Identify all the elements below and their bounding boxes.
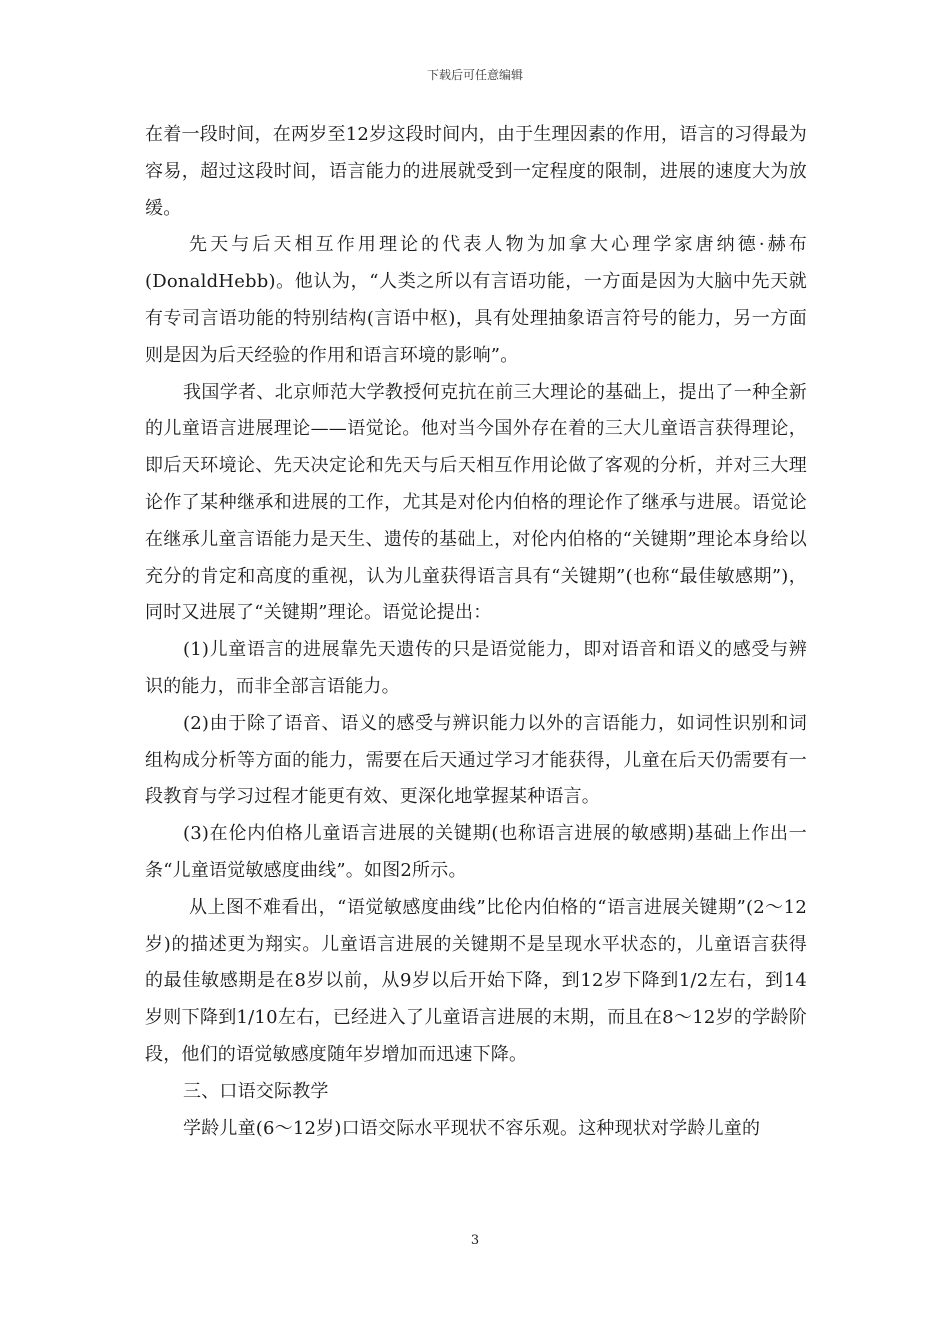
paragraph-curve-analysis: 从上图不难看出，“语觉敏感度曲线”比伦内伯格的“语言进展关键期”(2～12岁)的描述更为翔实。儿童语言进展的关键期不是呈现水平状态的，儿童语言获得的最佳敏感期是在8岁以前，从9岁以后开始下降，到12岁下降到1/2左右，到14岁则下降到1/10左右，已经进入了儿童语言进展的末期，而且在8～12岁的学龄阶段，他们的语觉敏感度随年岁增加而迅速下降。 bbox=[145, 896, 807, 1065]
list-item-3: (3)在伦内伯格儿童语言进展的关键期(也称语言进展的敏感期)基础上作出一条“儿童语觉敏感度曲线”。如图2所示。 bbox=[145, 823, 807, 881]
paragraph-oral-communication: 学龄儿童(6～12岁)口语交际水平现状不容乐观。这种现状对学龄儿童的 bbox=[183, 1117, 761, 1139]
document-body bbox=[145, 117, 807, 1147]
list-item-1: (1)儿童语言的进展靠先天遗传的只是语觉能力，即对语音和语义的感受与辨识的能力，而非全部言语能力。 bbox=[145, 639, 807, 697]
page-header: 下载后可任意编辑 bbox=[426, 68, 523, 82]
paragraph-hebb-theory: 先天与后天相互作用理论的代表人物为加拿大心理学家唐纳德·赫布(DonaldHebb)。他认为，“人类之所以有言语功能，一方面是因为大脑中先天就有专司言语功能的特别结构(言语中枢)，具有处理抽象语言符号的能力，另一方面则是因为后天经验的作用和语言环境的影响”。 bbox=[145, 234, 807, 366]
paragraph-continuation: 在着一段时间，在两岁至12岁这段时间内，由于生理因素的作用，语言的习得最为容易，超过这段时间，语言能力的进展就受到一定程度的限制，进展的速度大为放缓。 bbox=[145, 124, 807, 219]
page-number: 3 bbox=[470, 1233, 480, 1248]
list-item-2: (2)由于除了语音、语义的感受与辨识能力以外的言语能力，如词性识别和词组构成分析等方面的能力，需要在后天通过学习才能获得，儿童在后天仍需要有一段教育与学习过程才能更有效、更深化地掌握某种语言。 bbox=[145, 712, 807, 808]
paragraph-yujue-theory: 我国学者、北京师范大学教授何克抗在前三大理论的基础上，提出了一种全新的儿童语言进展理论——语觉论。他对当今国外存在着的三大儿童语言获得理论，即后天环境论、先天决定论和先天与后天相互作用论做了客观的分析，并对三大理论作了某种继承和进展的工作，尤其是对伦内伯格的理论作了继承与进展。语觉论在继承儿童言语能力是天生、遗传的基础上，对伦内伯格的“关键期”理论本身给以充分的肯定和高度的重视，认为儿童获得语言具有“关键期”(也称“最佳敏感期”)，同时又进展了“关键期”理论。语觉论提出： bbox=[145, 381, 807, 624]
section-heading: 三、口语交际教学 bbox=[183, 1080, 329, 1102]
